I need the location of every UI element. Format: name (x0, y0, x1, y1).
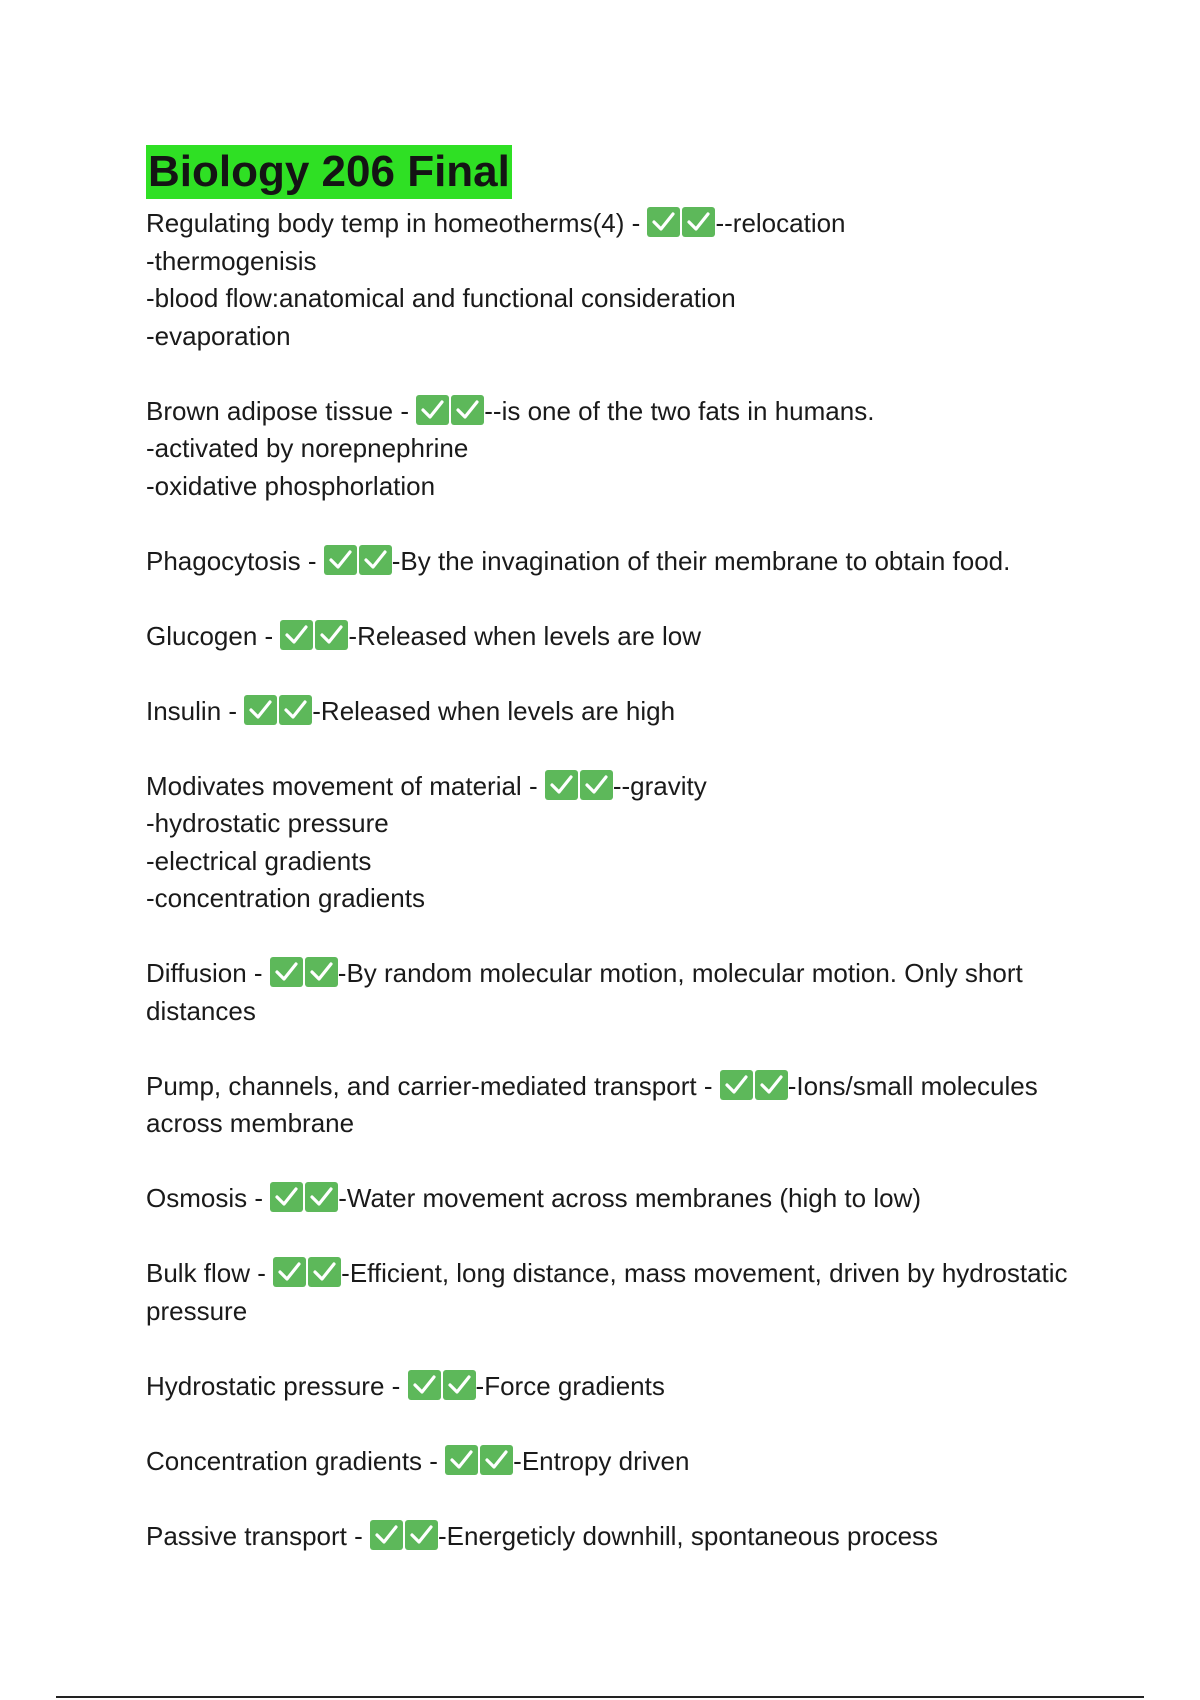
check-mark-icon (244, 695, 277, 725)
flashcard-entry (146, 1068, 1106, 1143)
entry-separator: - (247, 1183, 271, 1213)
entry-term: Glucogen (146, 620, 258, 651)
page-divider (56, 1696, 1144, 1698)
entry-main-line (146, 955, 1106, 1030)
entry-definition: -Released when levels are low (348, 620, 702, 651)
entry-definition: --relocation (715, 208, 846, 238)
answer-checkmarks (270, 957, 338, 987)
check-mark-icon (359, 545, 392, 575)
entry-term: Phagocytosis (146, 545, 301, 576)
check-mark-icon (682, 207, 715, 237)
entry-sub-point: -hydrostatic pressure (146, 808, 389, 838)
entry-separator: - (624, 208, 648, 238)
entry-sub-point: -evaporation (146, 320, 291, 351)
check-mark-icon (308, 1257, 341, 1287)
check-mark-icon (315, 620, 348, 650)
check-mark-icon (451, 395, 484, 425)
flashcard-entry (146, 768, 1106, 918)
check-mark-icon (416, 395, 449, 425)
check-mark-icon (720, 1070, 753, 1100)
entry-main-line (146, 618, 1106, 656)
entry-term: Osmosis (146, 1183, 248, 1213)
entry-term: Brown adipose tissue (146, 395, 394, 426)
entry-separator: - (384, 1370, 408, 1401)
check-mark-icon (273, 1257, 306, 1287)
entry-main-line (146, 393, 1106, 431)
check-mark-icon (647, 207, 680, 237)
entry-main-line (146, 1180, 1106, 1218)
entry-definition: -Energeticly downhill, spontaneous process (437, 1520, 939, 1551)
entry-definition: --gravity (612, 770, 707, 801)
entry-main-line (146, 1368, 1106, 1406)
flashcard-entry (146, 543, 1106, 581)
answer-checkmarks (416, 395, 484, 425)
answer-checkmarks (370, 1520, 438, 1550)
entry-separator: - (521, 770, 545, 801)
flashcard-entry (146, 205, 1106, 355)
flashcard-entry (146, 955, 1106, 1030)
answer-checkmarks (270, 1182, 338, 1212)
entry-main-line (146, 1068, 1106, 1143)
entry-main-line (146, 693, 1106, 731)
flashcard-entry (146, 1443, 1106, 1481)
answer-checkmarks (324, 545, 392, 575)
entry-definition: -Entropy driven (513, 1445, 690, 1476)
entry-definition: --is one of the two fats in humans. (484, 395, 875, 426)
entry-separator: - (300, 545, 324, 576)
entry-definition: -Released when levels are high (312, 695, 676, 726)
entry-term: Modivates movement of material (146, 770, 522, 801)
check-mark-icon (270, 957, 303, 987)
entry-list (146, 205, 1106, 1555)
entry-term: Regulating body temp in homeotherms(4) (146, 208, 625, 238)
check-mark-icon (279, 695, 312, 725)
entry-separator: - (257, 620, 281, 651)
flashcard-entry (146, 1368, 1106, 1406)
entry-main-line (146, 1518, 1106, 1556)
entry-definition: -Ions/small molecules across membrane (146, 1070, 1038, 1138)
entry-definition: -By the invagination of their membrane to obtain food. (391, 545, 1011, 576)
entry-definition: -Force gradients (475, 1370, 665, 1401)
entry-sub-point: -blood flow:anatomical and functional consideration (146, 283, 736, 313)
entry-main-line (146, 1443, 1106, 1481)
answer-checkmarks (647, 207, 715, 237)
answer-checkmarks (445, 1445, 513, 1475)
answer-checkmarks (280, 620, 348, 650)
check-mark-icon (305, 957, 338, 987)
entry-separator: - (393, 395, 417, 426)
entry-term: Passive transport (146, 1520, 347, 1551)
flashcard-entry (146, 1255, 1106, 1330)
entry-main-line (146, 768, 1106, 806)
flashcard-entry (146, 618, 1106, 656)
check-mark-icon (405, 1520, 438, 1550)
entry-main-line (146, 1255, 1106, 1330)
entry-separator: - (221, 695, 245, 726)
entry-sub-point: -thermogenisis (146, 245, 317, 276)
entry-term: Concentration gradients (146, 1445, 423, 1476)
check-mark-icon (270, 1182, 303, 1212)
entry-main-line (146, 205, 1106, 243)
entry-term: Pump, channels, and carrier-mediated transport (146, 1070, 697, 1101)
answer-checkmarks (273, 1257, 341, 1287)
entry-sub-point: -oxidative phosphorlation (146, 470, 436, 501)
check-mark-icon (580, 770, 613, 800)
entry-sub-point: -electrical gradients (146, 845, 372, 876)
entry-sub-point: -activated by norepnephrine (146, 433, 469, 463)
entry-separator: - (422, 1445, 446, 1476)
entry-separator: - (246, 958, 270, 988)
check-mark-icon (445, 1445, 478, 1475)
entry-term: Bulk flow (146, 1258, 251, 1288)
check-mark-icon (755, 1070, 788, 1100)
check-mark-icon (305, 1182, 338, 1212)
check-mark-icon (280, 620, 313, 650)
entry-term: Hydrostatic pressure (146, 1370, 385, 1401)
entry-term: Insulin (146, 695, 222, 726)
answer-checkmarks (720, 1070, 788, 1100)
check-mark-icon (443, 1370, 476, 1400)
document-page (146, 145, 1106, 1593)
entry-definition: -Efficient, long distance, mass movement, driven by hydrostatic pressure (146, 1258, 1068, 1326)
entry-term: Diffusion (146, 958, 247, 988)
check-mark-icon (408, 1370, 441, 1400)
entry-definition: -Water movement across membranes (high to low) (338, 1183, 922, 1213)
answer-checkmarks (408, 1370, 476, 1400)
entry-separator: - (250, 1258, 274, 1288)
check-mark-icon (480, 1445, 513, 1475)
flashcard-entry (146, 1180, 1106, 1218)
check-mark-icon (545, 770, 578, 800)
entry-separator: - (696, 1070, 720, 1101)
entry-definition: -By random molecular motion, molecular motion. Only short distances (146, 958, 1023, 1026)
flashcard-entry (146, 1518, 1106, 1556)
flashcard-entry (146, 693, 1106, 731)
answer-checkmarks (545, 770, 613, 800)
check-mark-icon (324, 545, 357, 575)
flashcard-entry (146, 393, 1106, 506)
page-title: Biology 206 Final (146, 145, 512, 199)
answer-checkmarks (244, 695, 312, 725)
check-mark-icon (370, 1520, 403, 1550)
entry-separator: - (346, 1520, 370, 1551)
entry-main-line (146, 543, 1106, 581)
entry-sub-point: -concentration gradients (146, 883, 425, 913)
